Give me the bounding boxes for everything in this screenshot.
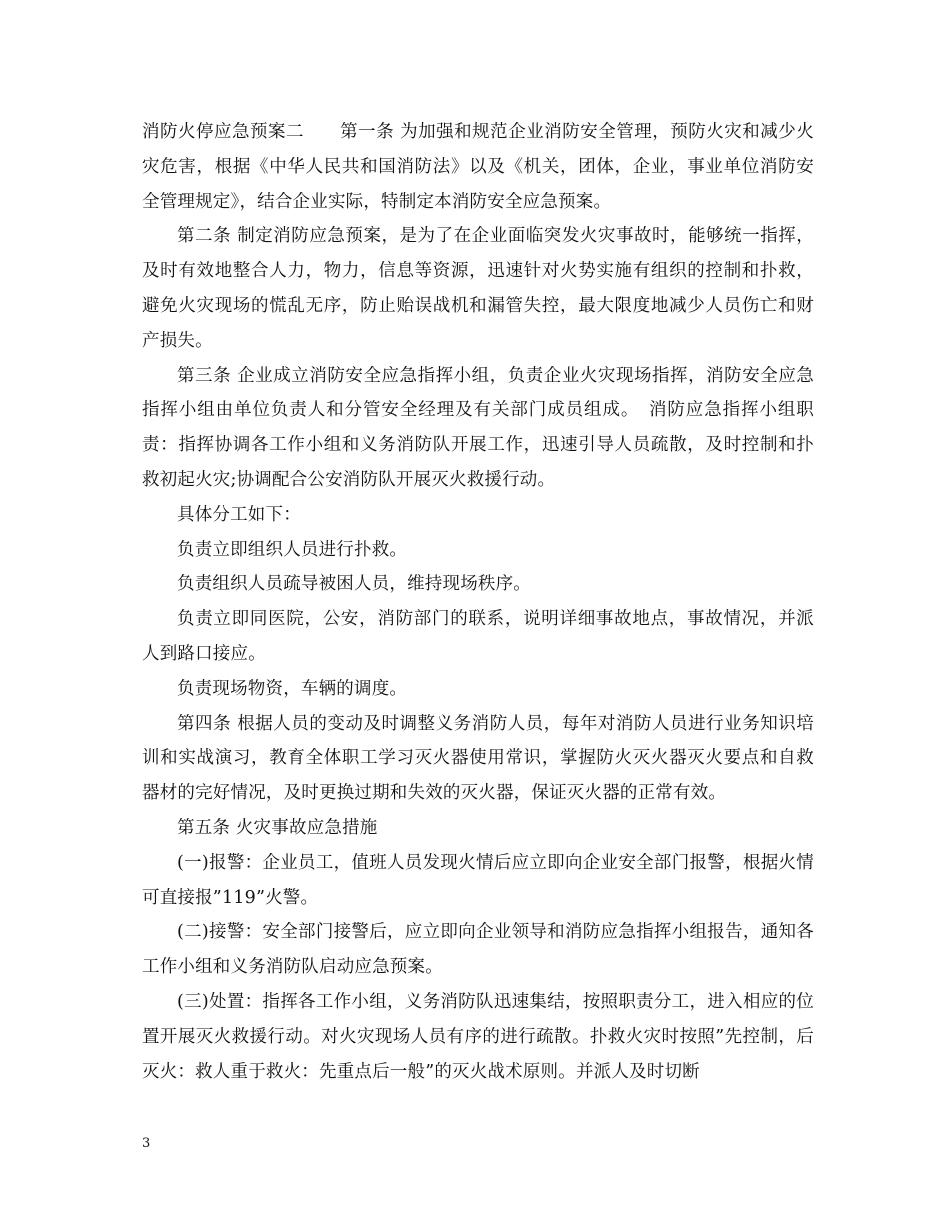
paragraph-5: 负责立即组织人员进行扑救。 [177,539,408,560]
paragraph-13: (三)处置：指挥各工作小组，义务消防队迅速集结，按照职责分工，进入相应的位置开展灭火救援行动。对火灾现场人员有序的进行疏散。扑救火灾时按照”先控制，后灭火：救人重于救火：先重点后一般”的灭火战术原则。并派人及时切断 [142,991,814,1082]
paragraph-11: (一)报警：企业员工，值班人员发现火情后应立即向企业安全部门报警，根据火情可直接报”119”火警。 [142,852,814,908]
paragraph-8: 负责现场物资，车辆的调度。 [177,678,408,699]
document-body [142,115,814,1089]
paragraph-7: 负责立即同医院，公安，消防部门的联系，说明详细事故地点，事故情况，并派人到路口接应。 [142,609,814,664]
paragraph-2: 第二条 制定消防应急预案，是为了在企业面临突发火灾事故时，能够统一指挥，及时有效地整合人力，物力，信息等资源，迅速针对火势实施有组织的控制和扑救，避免火灾现场的慌乱无序，防止贻误战机和漏管失控，最大限度地减少人员伤亡和财产损失。 [142,226,814,351]
paragraph-12: (二)接警：安全部门接警后，应立即向企业领导和消防应急指挥小组报告，通知各工作小组和义务消防队启动应急预案。 [142,922,814,978]
paragraph-1: 消防火停应急预案二 第一条 为加强和规范企业消防安全管理，预防火灾和减少火灾危害，根据《中华人民共和国消防法》以及《机关，团体，企业，事业单位消防安全管理规定》，结合企业实际，特制定本消防安全应急预案。 [142,122,814,212]
paragraph-4: 具体分工如下： [177,504,301,525]
paragraph-6: 负责组织人员疏导被困人员，维持现场秩序。 [177,574,531,595]
page-number: 3 [142,1136,151,1151]
paragraph-9: 第四条 根据人员的变动及时调整义务消防人员，每年对消防人员进行业务知识培训和实战演习，教育全体职工学习灭火器使用常识，掌握防火灭火器灭火要点和自救器材的完好情况，及时更换过期和失效的灭火器，保证灭火器的正常有效。 [142,713,814,804]
paragraph-10: 第五条 火灾事故应急措施 [177,817,378,838]
paragraph-3: 第三条 企业成立消防安全应急指挥小组，负责企业火灾现场指挥，消防安全应急指挥小组由单位负责人和分管安全经理及有关部门成员组成。 消防应急指挥小组职责：指挥协调各工作小组和义务消防队开展工作，迅速引导人员疏散，及时控制和扑救初起火灾;协调配合公安消防队开展灭火救援行动。 [142,365,814,490]
